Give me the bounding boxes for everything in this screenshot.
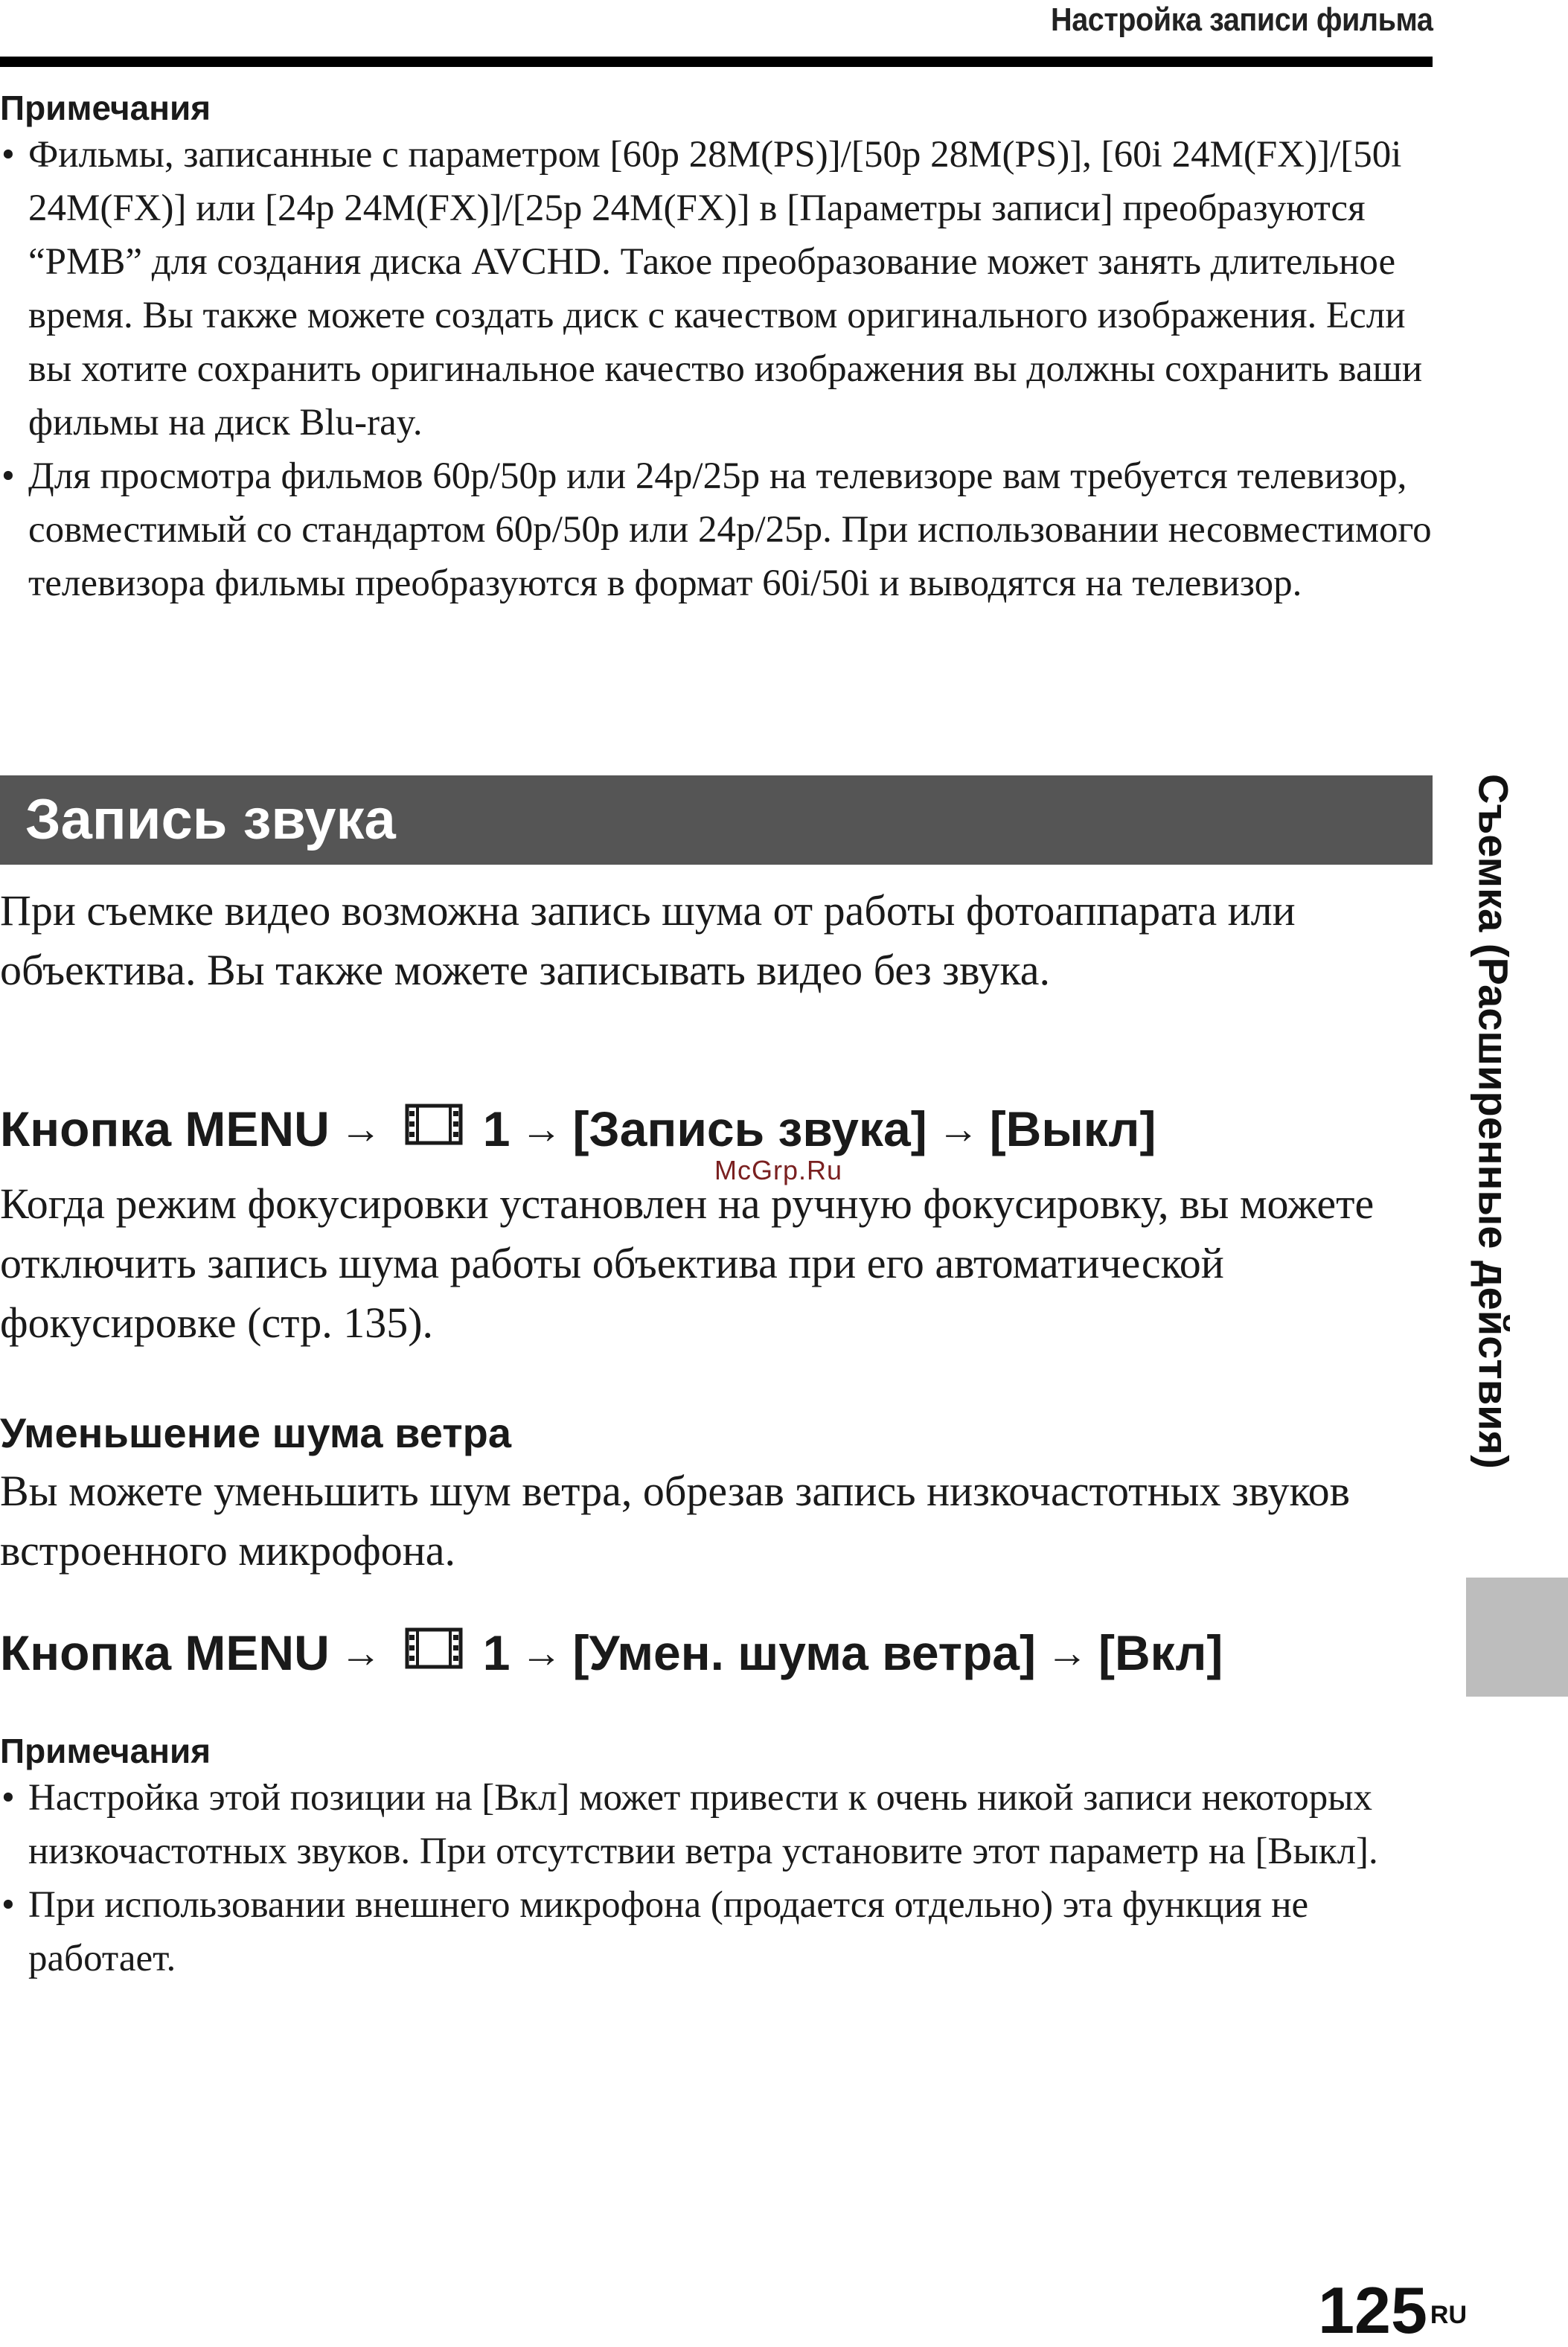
manual-focus-paragraph-block [0,1174,1433,1353]
subsection-body: Вы можете уменьшить шум ветра, обрезав запись низкочастотных звуков встроенного микрофона. [0,1467,1351,1575]
manual-focus-paragraph: Когда режим фокусировки установлен на ручную фокусировку, вы можете отключить запись шума работы объектива при его автоматической фокусировке (стр. 135). [0,1179,1375,1347]
page-number [1318,2273,1467,2347]
section-title: Запись звука [25,788,396,851]
menu-button-label: Кнопка MENU [0,1101,330,1156]
notes-list [0,128,1433,610]
menu-value-off: [Выкл] [989,1101,1156,1156]
menu-button-label: Кнопка MENU [0,1625,330,1680]
menu-tab-number: 1 [482,1625,511,1680]
running-header: Настройка записи фильма [1050,1,1433,38]
menu-path-1 [0,1095,1433,1162]
watermark: McGrp.Ru [714,1155,843,1185]
menu-value-on: [Вкл] [1098,1625,1223,1680]
notes-title: Примечания [0,89,211,127]
section-intro [0,881,1433,1000]
arrow-icon: → [937,1105,979,1152]
notes-bottom [0,1731,1433,1985]
arrow-icon: → [520,1105,563,1152]
menu-item-wind-noise: [Умен. шума ветра] [572,1625,1036,1680]
movie-film-icon [404,1619,464,1686]
menu-tab-number: 1 [482,1101,511,1156]
section-title-bar [0,775,1433,865]
notes-list [0,1771,1433,1985]
subsection-title: Уменьшение шума ветра [0,1409,511,1456]
arrow-icon: → [339,1105,382,1152]
page-lang-code: RU [1430,2301,1467,2329]
arrow-icon: → [1046,1629,1088,1676]
note-item: • Настройка этой позиции на [Вкл] может привести к очень никой записи некоторых низкочастотных звуков. При отсутствии ветра установите этот параметр на [Выкл]. [0,1771,1433,1878]
menu-item-audio-recording: [Запись звука] [572,1101,927,1156]
movie-film-icon [404,1095,464,1162]
page-number-value: 125 [1318,2273,1427,2347]
note-item: • Фильмы, записанные с параметром [60p 28M(PS)]/[50p 28M(PS)], [60i 24M(FX)]/[50i 24M(FX)] или [24p 24M(FX)]/[25p 24M(FX)] в [Параметры записи] преобразуются “PMB” для создания диска AVCHD. Такое преобразование может занять длительное время. Вы также можете создать диск с качеством оригинального изображения. Если вы хотите сохранить оригинальное качество изображения вы должны сохранить ваши фильмы на диск Blu-ray. [0,128,1433,449]
intro-paragraph: При съемке видео возможна запись шума от работы фотоаппарата или объектива. Вы также можете записывать видео без звука. [0,886,1296,994]
note-item: • При использовании внешнего микрофона (продается отдельно) эта функция не работает. [0,1878,1433,1985]
arrow-icon: → [339,1629,382,1676]
notes-title: Примечания [0,1732,211,1770]
wind-noise-subsection [0,1405,1433,1581]
chapter-side-tab [1453,774,1535,1548]
chapter-side-tab-label: Съемка (Расширенные действия) [1470,774,1517,1469]
chapter-tab-marker [1466,1578,1568,1697]
menu-path-2 [0,1619,1433,1686]
header-rule [0,57,1433,67]
note-item: • Для просмотра фильмов 60p/50p или 24p/25p на телевизоре вам требуется телевизор, совместимый со стандартом 60p/50p или 24p/25p. При использовании несовместимого телевизора фильмы преобразуются в формат 60i/50i и выводятся на телевизор. [0,449,1433,610]
notes-top [0,88,1433,610]
arrow-icon: → [520,1629,563,1676]
